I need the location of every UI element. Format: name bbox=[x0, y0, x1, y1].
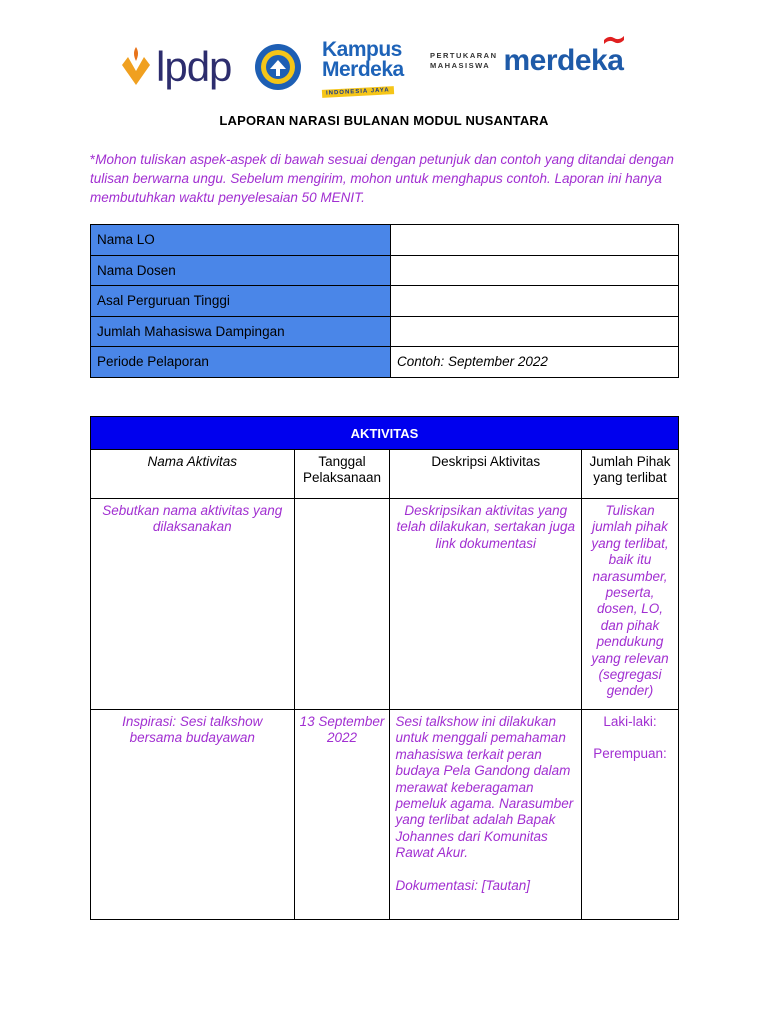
guide-deskripsi[interactable]: Deskripsikan aktivitas yang telah dilakukan, sertakan juga link dokumentasi bbox=[390, 499, 582, 710]
table-header-row bbox=[91, 450, 679, 499]
logo-bar bbox=[118, 38, 648, 98]
table-row bbox=[91, 710, 679, 920]
documentation-link[interactable]: Dokumentasi: [Tautan] bbox=[395, 877, 531, 893]
column-header-jumlah-pihak: Jumlah Pihak yang terlibat bbox=[582, 450, 679, 499]
table-row bbox=[91, 499, 679, 710]
field-jumlah-mahasiswa[interactable] bbox=[391, 316, 679, 347]
activity-table-heading: AKTIVITAS bbox=[91, 417, 679, 450]
label-periode-pelaporan: Periode Pelaporan bbox=[91, 347, 391, 378]
column-header-nama-aktivitas: Nama Aktivitas bbox=[91, 450, 295, 499]
label-jumlah-mahasiswa: Jumlah Mahasiswa Dampingan bbox=[91, 316, 391, 347]
tut-wuri-seal-icon bbox=[254, 42, 302, 97]
lpdp-flame-icon bbox=[118, 47, 154, 87]
label-nama-lo: Nama LO bbox=[91, 225, 391, 256]
table-row bbox=[91, 255, 679, 286]
example-deskripsi[interactable]: Sesi talkshow ini dilakukan untuk menggali pemahaman mahasiswa terkait peran budaya Pela Gandong dalam merawat keberagaman pemeluk agama. Narasumber yang terlibat adalah Bapak Johannes dari Komunitas Rawat Akur. Dokumentasi: [Tautan] bbox=[390, 710, 582, 920]
merdeka-wordmark: merdeka bbox=[504, 46, 624, 76]
column-header-deskripsi: Deskripsi Aktivitas bbox=[390, 450, 582, 499]
info-table bbox=[90, 224, 679, 378]
column-header-tanggal: Tanggal Pelaksanaan bbox=[294, 450, 390, 499]
label-nama-dosen: Nama Dosen bbox=[91, 255, 391, 286]
guide-jumlah-pihak[interactable]: Tuliskan jumlah pihak yang terlibat, baik itu narasumber, peserta, dosen, LO, dan pihak pendukung yang relevan (segregasi gender) bbox=[582, 499, 679, 710]
lpdp-logo bbox=[118, 43, 232, 90]
table-row bbox=[91, 316, 679, 347]
field-nama-lo[interactable] bbox=[391, 225, 679, 256]
example-nama-aktivitas[interactable]: Inspirasi: Sesi talkshow bersama budayawan bbox=[91, 710, 295, 920]
lpdp-wordmark: lpdp bbox=[156, 43, 232, 90]
field-periode-pelaporan[interactable]: Contoh: September 2022 bbox=[391, 347, 679, 378]
pertukaran-mahasiswa-text: PERTUKARAN MAHASISWA bbox=[430, 51, 498, 70]
kampus-merdeka-logo bbox=[322, 40, 416, 98]
guide-nama-aktivitas[interactable]: Sebutkan nama aktivitas yang dilaksanakan bbox=[91, 499, 295, 710]
field-nama-dosen[interactable] bbox=[391, 255, 679, 286]
page-title: LAPORAN NARASI BULANAN MODUL NUSANTARA bbox=[219, 113, 549, 128]
guide-tanggal[interactable] bbox=[294, 499, 390, 710]
pertukaran-mahasiswa-logo bbox=[430, 46, 623, 76]
activity-table bbox=[90, 416, 679, 920]
example-jumlah-pihak[interactable]: Laki-laki: Perempuan: bbox=[582, 710, 679, 920]
table-row bbox=[91, 225, 679, 256]
table-row bbox=[91, 347, 679, 378]
field-asal-perguruan-tinggi[interactable] bbox=[391, 286, 679, 317]
flag-icon bbox=[603, 34, 625, 46]
kampus-text: Kampus bbox=[322, 38, 402, 61]
indonesia-jaya-ribbon: INDONESIA JAYA bbox=[322, 86, 394, 98]
label-asal-perguruan-tinggi: Asal Perguruan Tinggi bbox=[91, 286, 391, 317]
merdeka-text: Merdeka bbox=[322, 58, 404, 81]
instruction-text: *Mohon tuliskan aspek-aspek di bawah sesuai dengan petunjuk dan contoh yang ditandai dengan tulisan berwarna ungu. Sebelum mengirim, mohon untuk menghapus contoh. Laporan ini hanya membutuhkan waktu penyelesaian 50 MENIT. bbox=[90, 152, 674, 205]
table-row bbox=[91, 286, 679, 317]
example-tanggal[interactable]: 13 September 2022 bbox=[294, 710, 390, 920]
